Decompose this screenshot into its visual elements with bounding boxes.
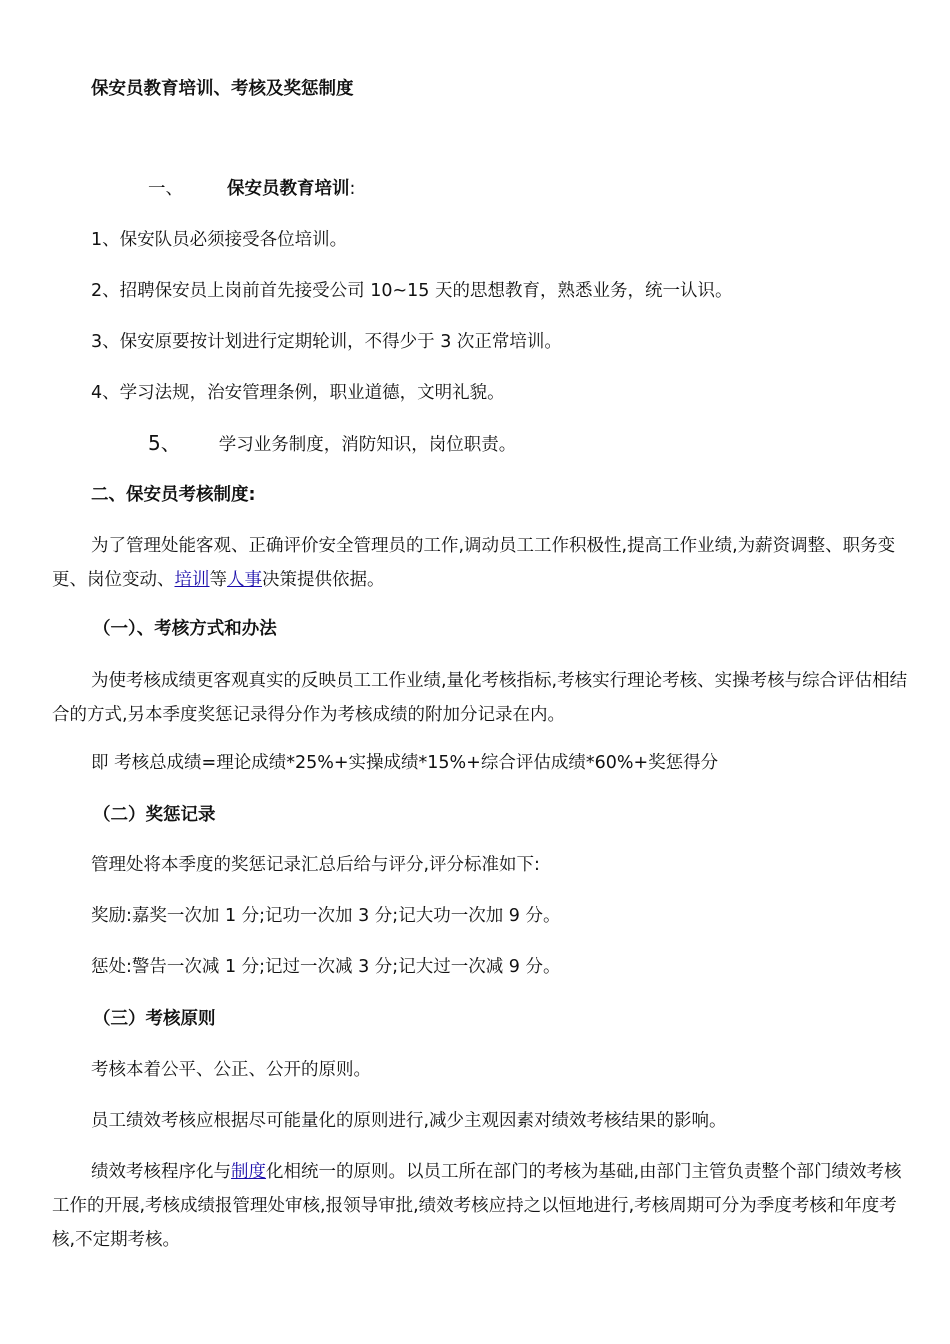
intro-text-1: 为了管理处能客观、正确评价安全管理员的工作,调动员工工作积极性,提高工作业绩,为薪资调整、职务变更、岗位变动、 (52, 536, 896, 590)
last-text-1: 绩效考核程序化与 (91, 1162, 231, 1182)
section1-item-3: 3、保安原要按计划进行定期轮训，不得少于 3 次正常培训。 (91, 332, 562, 352)
section2-intro (52, 529, 912, 597)
section2-heading: 二、保安员考核制度: (91, 485, 256, 505)
sub3-line-2: 员工绩效考核应根据尽可能量化的原则进行,减少主观因素对绩效考核结果的影响。 (91, 1111, 727, 1131)
section1-item-1: 1、保安队员必须接受各位培训。 (91, 230, 348, 250)
link-training[interactable]: 培训 (174, 570, 210, 590)
section1-item-4: 4、学习法规，治安管理条例，职业道德，文明礼貌。 (91, 383, 505, 403)
section1-item-5-number: 5、 (148, 431, 181, 455)
sub1-paragraph: 为使考核成绩更客观真实的反映员工工作业绩,量化考核指标,考核实行理论考核、实操考核与综合评估相结合的方式,另本季度奖惩记录得分作为考核成绩的附加分记录在内。 (52, 671, 908, 725)
document-title: 保安员教育培训、考核及奖惩制度 (91, 79, 354, 99)
section1-colon: : (349, 179, 356, 199)
sub3-line-1: 考核本着公平、公正、公开的原则。 (91, 1060, 371, 1080)
sub1-formula: 即 考核总成绩=理论成绩*25%+实操成绩*15%+综合评估成绩*60%+奖惩得分 (91, 753, 719, 773)
sub2-line-1: 管理处将本季度的奖惩记录汇总后给与评分,评分标准如下: (91, 855, 540, 875)
section1-heading (148, 172, 355, 206)
last-text-2: 化相统一的原则。以员工所在部门的考核为基础,由部门主管负责整个部门绩效考核工作的开展,考核成绩报管理处审核,报领导审批,绩效考核应持之以恒地进行,考核周期可分为季度考核和年度考核,不定期考核。 (52, 1162, 902, 1250)
link-system[interactable]: 制度 (231, 1162, 266, 1182)
intro-text-3: 决策提供依据。 (262, 570, 385, 590)
sub2-heading: （二）奖惩记录 (93, 805, 216, 825)
intro-text-2: 等 (209, 570, 227, 590)
sub2-line-3: 惩处:警告一次减 1 分;记过一次减 3 分;记大过一次减 9 分。 (91, 957, 561, 977)
sub2-line-2: 奖励:嘉奖一次加 1 分;记功一次加 3 分;记大功一次加 9 分。 (91, 906, 561, 926)
sub3-heading: （三）考核原则 (93, 1009, 216, 1029)
section1-number: 一、 (148, 179, 183, 199)
link-personnel[interactable]: 人事 (227, 570, 262, 590)
section1-item-2: 2、招聘保安员上岗前首先接受公司 10~15 天的思想教育，熟悉业务，统一认识。 (91, 281, 733, 301)
sub3-last-paragraph (52, 1155, 912, 1257)
sub1-heading: （一）、考核方式和办法 (93, 619, 277, 639)
section1-item-5 (148, 426, 516, 462)
section1-item-5-text: 学习业务制度，消防知识，岗位职责。 (218, 435, 517, 455)
section1-title: 保安员教育培训 (227, 179, 350, 199)
